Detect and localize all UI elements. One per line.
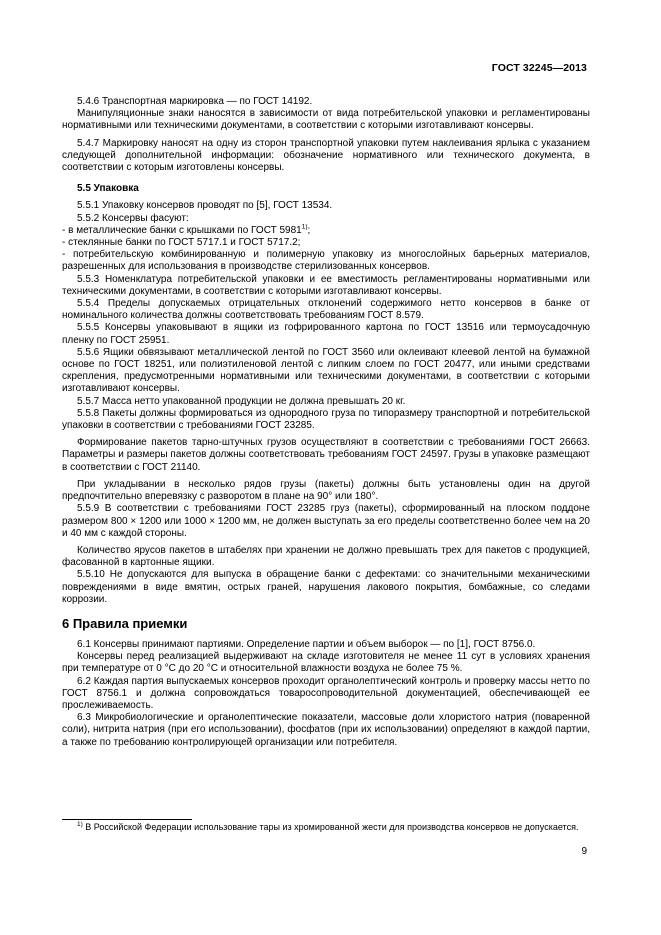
paragraph-5-4-6-b: Манипуляционные знаки наносятся в зависимости от вида потребительской упаковки и регламентированы нормативными или техническими документами, в соответствии с которыми изготавливают консервы. bbox=[62, 108, 590, 132]
paragraph-5-4-6: 5.4.6 Транспортная маркировка — по ГОСТ 14192. bbox=[77, 96, 313, 107]
list-item-metal-cans bbox=[62, 225, 590, 237]
paragraph-5-4-7: 5.4.7 Маркировку наносят на одну из сторон транспортной упаковки путем наклеивания ярлыка с указанием следующей дополнительной информации: обозначение нормативного или технического документа, в соответствии с которым изготовлены консервы. bbox=[62, 137, 590, 174]
list-item-metal-cans-end: ; bbox=[307, 224, 311, 236]
paragraph-5-5-5: 5.5.5 Консервы упаковывают в ящики из гофрированного картона по ГОСТ 13516 или термоусадочную пленку по ГОСТ 25951. bbox=[62, 322, 590, 346]
list-item-combined-packaging: - потребительскую комбинированную и полимерную упаковку из многослойных барьерных материалов, разрешенных для использования в производстве стерилизованных консервов. bbox=[62, 249, 590, 273]
list-item-metal-cans-text: - в металлические банки с крышками по ГОСТ 5981 bbox=[62, 224, 302, 236]
paragraph-6-1: 6.1 Консервы принимают партиями. Определение партии и объем выборок — по [1], ГОСТ 8756.0. bbox=[77, 638, 536, 650]
list-item-glass-jars: - стеклянные банки по ГОСТ 5717.1 и ГОСТ 5717.2; bbox=[62, 237, 301, 249]
paragraph-5-5-6: 5.5.6 Ящики обвязывают металлической лентой по ГОСТ 3560 или оклеивают клеевой лентой на бумажной основе по ГОСТ 18251, или полиэтиленовой лентой с липким слоем по ГОСТ 20477, или иными средствами скрепления, предусмотренными нормативными или техническими документами, в соответствии с которыми изготавливают консервы. bbox=[62, 346, 590, 395]
paragraph-5-5-2: 5.5.2 Консервы фасуют: bbox=[77, 212, 189, 224]
paragraph-5-5-1: 5.5.1 Упаковку консервов проводят по [5], ГОСТ 13534. bbox=[77, 200, 333, 212]
paragraph-5-5-8-c: При укладывании в несколько рядов грузы (пакеты) должны быть установлены один на другой предпочтительно вперевязку с разворотом в плане на 90° или 180°. bbox=[62, 478, 590, 503]
section-heading-6: 6 Правила приемки bbox=[62, 615, 188, 631]
section-heading-5-5: 5.5 Упаковка bbox=[77, 183, 139, 195]
footnote-ref: 1) bbox=[301, 223, 308, 231]
page-content bbox=[62, 96, 590, 749]
paragraph-5-5-10: 5.5.10 Не допускаются для выпуска в обращение банки с дефектами: со значительными механическими повреждениями в виде вмятин, острых граней, нарушения лакового покрытия, бомбажные, со следами коррозии. bbox=[62, 569, 590, 605]
footnote-text: В Российской Федерации использование тары из хромированной жести для производства консервов не допускается. bbox=[82, 822, 579, 832]
paragraph-5-5-4: 5.5.4 Пределы допускаемых отрицательных отклонений содержимого нетто консервов в банке от номинального количества должны соответствовать требованиям ГОСТ 8.579. bbox=[62, 298, 590, 322]
paragraph-5-5-3: 5.5.3 Номенклатура потребительской упаковки и ее вместимость регламентированы нормативными или техническими документами, в соответствии с которыми изготавливают консервы. bbox=[62, 273, 590, 297]
standard-header: ГОСТ 32245—2013 bbox=[491, 62, 587, 74]
paragraph-5-5-7: 5.5.7 Масса нетто упакованной продукции не должна превышать 20 кг. bbox=[77, 395, 406, 407]
paragraph-5-5-9-b: Количество ярусов пакетов в штабелях при хранении не должно превышать трех для пакетов с продукцией, фасованной в картонные ящики. bbox=[62, 544, 590, 569]
paragraph-5-5-8-b: Формирование пакетов тарно-штучных грузов осуществляют в соответствии с требованиями ГОСТ 26663. Параметры и размеры пакетов должны соответствовать требованиям ГОСТ 24597. Грузы в упаковке размещают в соответствии с ГОСТ 21140. bbox=[62, 437, 590, 473]
paragraph-6-1-b: Консервы перед реализацией выдерживают на складе изготовителя не менее 11 сут в условиях хранения при температуре от 0 °С до 20 °С и относительной влажности воздуха не более 75 %. bbox=[62, 651, 590, 675]
paragraph-6-3: 6.3 Микробиологические и органолептические показатели, массовые доли хлористого натрия (поваренной соли), нитрита натрия (при его использовании), фосфатов (при их использовании) определяют в каждой партии, а также по требованию контролирующей организации или потребителя. bbox=[62, 712, 590, 748]
paragraph-5-5-9: 5.5.9 В соответствии с требованиями ГОСТ 23285 груз (пакеты), сформированный на плоском поддоне размером 800 × 1200 или 1000 × 1200 мм, не должен выступать за его пределы соответственно более чем на 20 и 40 мм с каждой стороны. bbox=[62, 503, 590, 539]
footnote bbox=[62, 822, 590, 833]
footnote-divider bbox=[62, 819, 192, 820]
page-number: 9 bbox=[581, 846, 587, 857]
paragraph-6-2: 6.2 Каждая партия выпускаемых консервов проходит органолептический контроль и проверку массы нетто по ГОСТ 8756.1 и должна сопровождаться товаросопроводительной документацией, обеспечивающей ее прослеживаемость. bbox=[62, 675, 590, 711]
footnote-mark: 1) bbox=[77, 821, 83, 828]
paragraph-5-5-8: 5.5.8 Пакеты должны формироваться из однородного груза по типоразмеру транспортной и потребительской упаковки в соответствии с требованиями ГОСТ 23285. bbox=[62, 407, 590, 432]
